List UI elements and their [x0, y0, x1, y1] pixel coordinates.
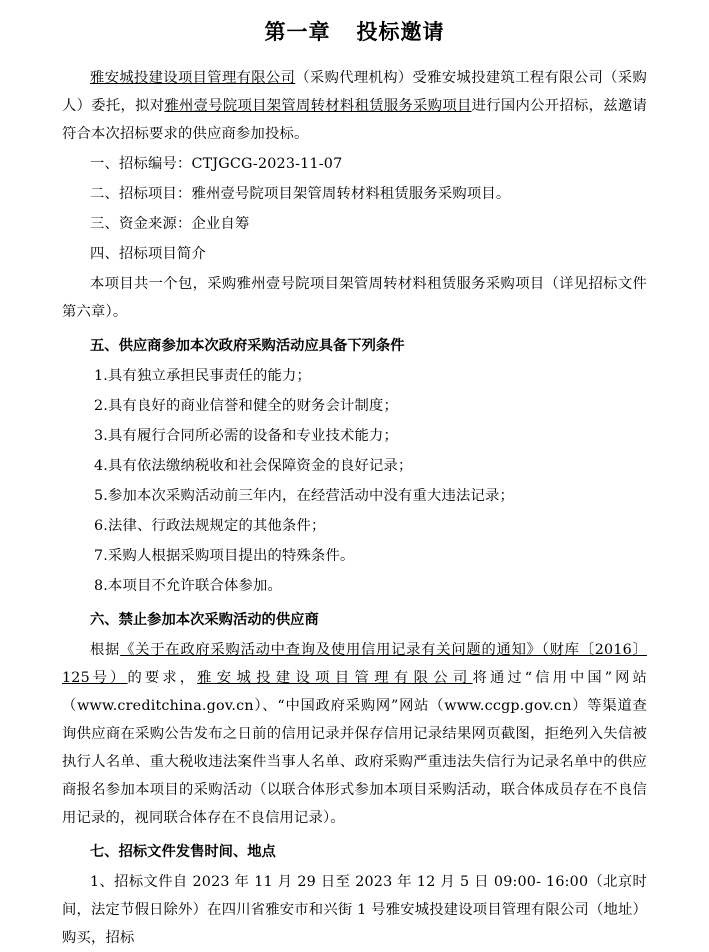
six-text-1: 根据	[90, 642, 121, 658]
item-fund-source: 三、资金来源：企业自筹	[90, 216, 250, 232]
item-bid-project: 二、招标项目：雅州壹号院项目架管周转材料租赁服务采购项目。	[90, 186, 511, 202]
condition-8: 8.本项目不允许联合体参加。	[94, 578, 283, 594]
condition-4: 4.具有依法缴纳税收和社会保障资金的良好记录；	[94, 458, 413, 474]
title-chapter: 第一章	[264, 19, 331, 44]
intro-agency-name: 雅安城投建设项目管理有限公司	[90, 70, 296, 86]
condition-2: 2.具有良好的商业信誉和健全的财务会计制度；	[94, 398, 398, 414]
section-seven-body: 1、招标文件自 2023 年 11 月 29 日至 2023 年 12 月 5 日 09:00- 16:00（北京时间，法定节假日除外）在四川省雅安市和兴街 1 号雅安城投建设项目管理有限公司（地址）购买，招标	[62, 874, 647, 946]
six-text-3: 的要求，	[127, 670, 198, 686]
intro-text-4: 进行国内公开招标，兹邀请符合本次招标要求的供应商参加投标。	[62, 98, 647, 142]
section-five-head: 五、供应商参加本次政府采购活动应具备下列条件	[90, 338, 405, 354]
six-text-5: 将通过“信用中国”网站（www.creditchina.gov.cn）、“中国政府采购网”网站（www.ccgp.gov.cn）等渠道查询供应商在采购公告发布之日前的信用记录并保存信用记录结果网页截图，拒绝列入失信被执行人名单、重大税收违法案件当事人名单、政府采购严重违法失信行为记录名单中的供应商报名参加本项目的采购活动（以联合体形式参加本项目采购活动，联合体成员存在不良信用记录的，视同联合体存在不良信用记录）。	[62, 670, 647, 826]
intro-text-2: （采购代理机构）受雅安城投建筑工程有限公司（采购人）委托，拟对	[62, 70, 647, 114]
item-project-brief-body: 本项目共一个包，采购雅州壹号院项目架管周转材料租赁服务采购项目（详见招标文件第六章）。	[62, 276, 647, 320]
condition-5: 5.参加本次采购活动前三年内，在经营活动中没有重大违法记录；	[94, 488, 514, 504]
intro-project-name: 雅州壹号院项目架管周转材料租赁服务采购项目	[164, 98, 472, 114]
intro-paragraph	[62, 64, 647, 148]
title-subject: 投标邀请	[356, 19, 445, 44]
item-project-brief-head: 四、招标项目简介	[90, 246, 206, 262]
section-six-head: 六、禁止参加本次采购活动的供应商	[90, 612, 319, 628]
section-six-body	[62, 636, 647, 832]
page-title	[62, 16, 647, 46]
section-seven-head: 七、招标文件发售时间、地点	[90, 844, 276, 860]
item-bid-number: 一、招标编号：CTJGCG-2023-11-07	[90, 156, 343, 172]
six-agency-name: 雅安城投建设项目管理有限公司	[197, 670, 473, 686]
condition-7: 7.采购人根据采购项目提出的特殊条件。	[94, 548, 355, 564]
document-page	[0, 16, 709, 946]
six-notice-title: 《关于在政府采购活动中查询及使用信用记录有关问题的通知》（财库〔2016〕125号）	[62, 642, 647, 686]
condition-6: 6.法律、行政法规规定的其他条件；	[94, 518, 326, 534]
condition-1: 1.具有独立承担民事责任的能力；	[94, 368, 311, 384]
condition-3: 3.具有履行合同所必需的设备和专业技术能力；	[94, 428, 398, 444]
